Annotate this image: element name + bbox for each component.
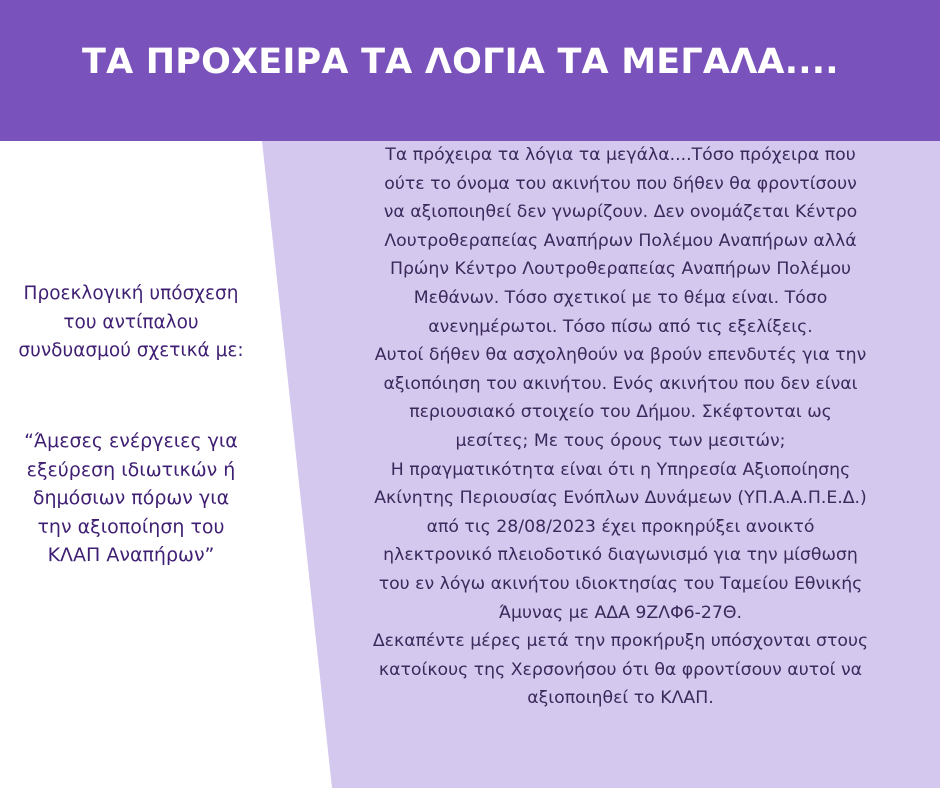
article-body: [318, 141, 923, 713]
article-paragraph: Η πραγματικότητα είναι ότι η Υπηρεσία Αξιοποίησης Ακίνητης Περιουσίας Ενόπλων Δυνάμεων (ΥΠ.Α.Α.Π.Ε.Δ.) από τις 28/08/2023 έχει προκηρύξει ανοικτό ηλεκτρονικό πλειοδοτικό διαγωνισμό για την μίσθωση του εν λόγω ακινήτου ιδιοκτησίας του Ταμείου Εθνικής Άμυνας με ΑΔΑ 9ΖΛΦ6-27Θ.: [374, 459, 867, 623]
header-banner: [0, 0, 940, 141]
page-title: ΤΑ ΠΡΟΧΕΙΡΑ ΤΑ ΛΟΓΙΑ ΤΑ ΜΕΓΑΛΑ....: [82, 42, 839, 82]
article-paragraph: Δεκαπέντε μέρες μετά την προκήρυξη υπόσχονται στους κατοίκους της Χερσονήσου ότι θα φροντίσουν αυτοί να αξιοποιηθεί το ΚΛΑΠ.: [372, 631, 869, 709]
promise-quote: “Άμεσες ενέργειες για εξεύρεση ιδιωτικών ή δημόσιων πόρων για την αξιοποίηση του ΚΛΑΠ Αναπήρων”: [24, 430, 238, 566]
article-paragraph: Τα πρόχειρα τα λόγια τα μεγάλα....Τόσο πρόχειρα που ούτε το όνομα του ακινήτου που δήθεν θα φροντίσουν να αξιοποιηθεί δεν γνωρίζουν. Δεν ονομάζεται Κέντρο Λουτροθεραπείας Αναπήρων Πολέμου Αναπήρων αλλά Πρώην Κέντρο Λουτροθεραπείας Αναπήρων Πολέμου Μεθάνων. Τόσο σχετικοί με το θέμα είναι. Τόσο ανενημέρωτοι. Τόσο πίσω από τις εξελίξεις.: [383, 145, 858, 337]
promise-sidebar: [0, 141, 262, 788]
promise-label: Προεκλογική υπόσχεση του αντίπαλου συνδυασμού σχετικά με:: [18, 283, 244, 361]
article-paragraph: Αυτοί δήθεν θα ασχοληθούν να βρούν επενδυτές για την αξιοπόιηση του ακινήτου. Ενός ακινήτου που δεν είναι περιουσιακό στοιχείο του Δήμου. Σκέφτονται ως μεσίτες; Με τους όρους των μεσιτών;: [374, 345, 867, 451]
